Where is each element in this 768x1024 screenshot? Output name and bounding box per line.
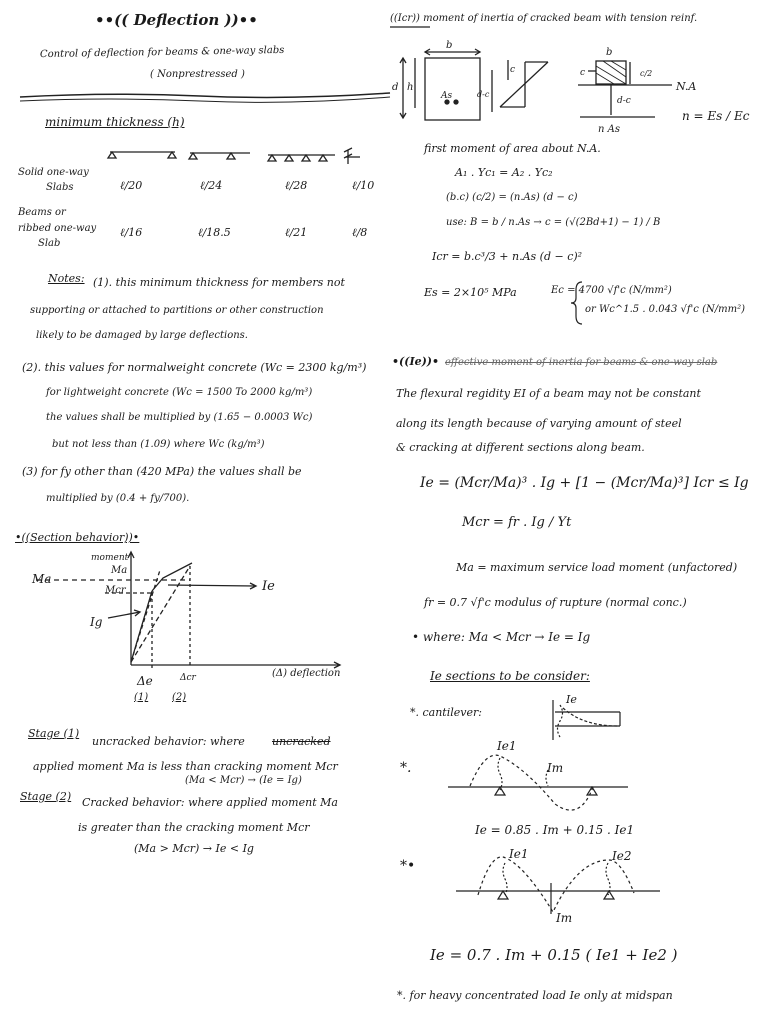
fig-h: h — [407, 82, 414, 93]
fig-c3: c — [580, 68, 586, 78]
row2-val-one-end: ℓ/18.5 — [198, 226, 231, 239]
simple-ie-equation: Ie = 0.85 . Im + 0.15 . Ie1 — [475, 823, 635, 837]
fig-d: d — [392, 82, 399, 93]
cont-ie1: Ie1 — [509, 847, 529, 861]
stage-2-line-1: Cracked behavior: where applied moment Ma — [82, 796, 338, 809]
cont-star: *• — [400, 858, 416, 874]
first-moment-text: first moment of area about N.A. — [424, 142, 601, 155]
stage-1-strike: uncracked — [272, 735, 331, 748]
cantilever-ie: Ie — [566, 693, 577, 706]
row2-val-simple: ℓ/16 — [120, 226, 143, 239]
note-3-line-1: (3) for fy other than (420 MPa) the values shall be — [22, 465, 302, 478]
ma-definition: Ma = maximum service load moment (unfactored) — [456, 561, 738, 574]
graph-ie-label: Ie — [262, 579, 275, 594]
note-1-line-1: (1). this minimum thickness for members not — [93, 276, 345, 289]
stage-1-label: Stage (1) — [28, 727, 80, 740]
fig-dc: d-c — [477, 90, 490, 99]
fig-c2: c/2 — [640, 69, 653, 78]
row2-label-3: Slab — [38, 238, 61, 249]
continuous-ie-equation: Ie = 0.7 . Im + 0.15 ( Ie1 + Ie2 ) — [430, 946, 678, 964]
note-1-line-3: likely to be damaged by large deflections. — [36, 330, 248, 341]
flexural-line-1: The flexural regidity EI of a beam may not be constant — [396, 387, 701, 400]
flexural-line-2: along its length because of varying amount of steel — [396, 417, 682, 430]
fig-b2: b — [606, 47, 613, 58]
subtitle: Control of deflection for beams & one-way slabs — [39, 44, 285, 61]
note-1-line-2: supporting or attached to partitions or other construction — [30, 305, 324, 316]
simple-star: *. — [400, 760, 412, 776]
es-value: Es = 2×10⁵ MPa — [424, 286, 517, 299]
row2-val-cantilever: ℓ/8 — [352, 226, 368, 239]
mcr-equation: Mcr = fr . Ig / Yt — [462, 515, 572, 530]
ie-heading: •((Ie))• — [392, 355, 440, 368]
note-2-line-1: (2). this values for normalweight concrete (Wc = 2300 kg/m³) — [22, 361, 367, 374]
row2-label: Beams or — [18, 207, 66, 218]
cantilever-label: *. cantilever: — [410, 706, 482, 719]
eq-icr: Icr = b.c³/3 + n.As (d − c)² — [432, 250, 583, 263]
fig-c: c — [510, 65, 516, 75]
flexural-line-3: & cracking at different sections along beam. — [396, 441, 645, 454]
graph-stage-2-tick: (2) — [172, 692, 187, 703]
graph-moment-label: moment — [91, 553, 129, 563]
row1-val-cantilever: ℓ/10 — [352, 179, 375, 192]
stage-2-line-3: (Ma > Mcr) → Ie < Ig — [134, 842, 254, 855]
graph-delta-cr: Δcr — [180, 673, 196, 683]
ie-sections-heading: Ie sections to be consider: — [430, 669, 590, 683]
stage-2-label: Stage (2) — [20, 790, 72, 803]
fig-b: b — [446, 40, 453, 51]
row1-label-2: Slabs — [46, 182, 74, 193]
ie-heading-crossed: effective moment of inertia for beams & one-way slab — [445, 357, 718, 368]
eq-first-moment: A₁ . Yc₁ = A₂ . Yc₂ — [455, 166, 553, 179]
graph-ig-label: Ig — [90, 615, 103, 629]
row2-val-both-ends: ℓ/21 — [285, 226, 308, 239]
cont-ie2: Ie2 — [612, 849, 632, 863]
row1-val-simple: ℓ/20 — [120, 179, 143, 192]
graph-ma-ghost: Ma — [32, 572, 52, 586]
graph-stage-1-tick: (1) — [134, 692, 149, 703]
fig-na: N.A — [676, 80, 697, 93]
eq-c-solution: use: B = b / n.As → c = (√(2Bd+1) − 1) / B — [446, 217, 661, 228]
stage-1-line-2: applied moment Ma is less than cracking moment Mcr — [33, 760, 338, 773]
notes-label: Notes: — [48, 272, 85, 285]
graph-ma-label: Ma — [111, 565, 128, 576]
row1-val-one-end: ℓ/24 — [200, 179, 223, 192]
ec-formula-2: or Wc^1.5 . 0.043 √f'c (N/mm²) — [585, 304, 745, 315]
note-2-line-3: the values shall be multiplied by (1.65 − 0.0003 Wc) — [46, 412, 313, 423]
row2-label-2: ribbed one-way — [18, 223, 97, 234]
stage-1-line-1: uncracked behavior: where — [92, 735, 245, 748]
icr-heading: ((Icr)) moment of inertia of cracked beam with tension reinf. — [390, 13, 698, 24]
min-thickness-heading: minimum thickness (h) — [45, 115, 185, 129]
stage-1-line-3: (Ma < Mcr) → (Ie = Ig) — [185, 775, 302, 786]
page-title: ••(( Deflection ))•• — [95, 11, 258, 29]
row1-val-both-ends: ℓ/28 — [285, 179, 308, 192]
note-2-line-4: but not less than (1.09) where Wc (kg/m³) — [52, 439, 265, 450]
subtitle-nonprestressed: ( Nonprestressed ) — [150, 69, 245, 80]
footer-note: *. for heavy concentrated load Ie only at midspan — [397, 989, 673, 1002]
cont-im: Im — [556, 911, 573, 925]
modular-ratio: n = Es / Ec — [682, 109, 750, 123]
ie-equation: Ie = (Mcr/Ma)³ . Ig + [1 − (Mcr/Ma)³] Icr ≤ Ig — [420, 475, 749, 491]
graph-delta-e: Δe — [137, 674, 153, 688]
section-behavior-heading: •((Section behavior))• — [15, 531, 140, 544]
fig-dc2: d-c — [617, 96, 631, 106]
simple-im: Im — [547, 761, 564, 775]
row1-label: Solid one-way — [18, 167, 89, 178]
note-2-line-2: for lightweight concrete (Wc = 1500 To 2000 kg/m³) — [46, 387, 313, 398]
ie-condition: • where: Ma < Mcr → Ie = Ig — [412, 630, 591, 644]
fig-nas: n As — [598, 124, 620, 135]
ec-formula-1: Ec = 4700 √f'c (N/mm²) — [551, 285, 672, 296]
note-3-line-2: multiplied by (0.4 + fy/700). — [46, 493, 190, 504]
graph-mcr-label: Mcr — [105, 585, 126, 596]
fr-definition: fr = 0.7 √f'c modulus of rupture (normal conc.) — [424, 596, 687, 609]
graph-deflection-label: (Δ) deflection — [272, 668, 341, 679]
eq-equilibrium: (b.c) (c/2) = (n.As) (d − c) — [446, 192, 578, 203]
simple-ie1: Ie1 — [497, 739, 517, 753]
stage-2-line-2: is greater than the cracking moment Mcr — [78, 821, 310, 834]
fig-as: As — [441, 91, 453, 101]
